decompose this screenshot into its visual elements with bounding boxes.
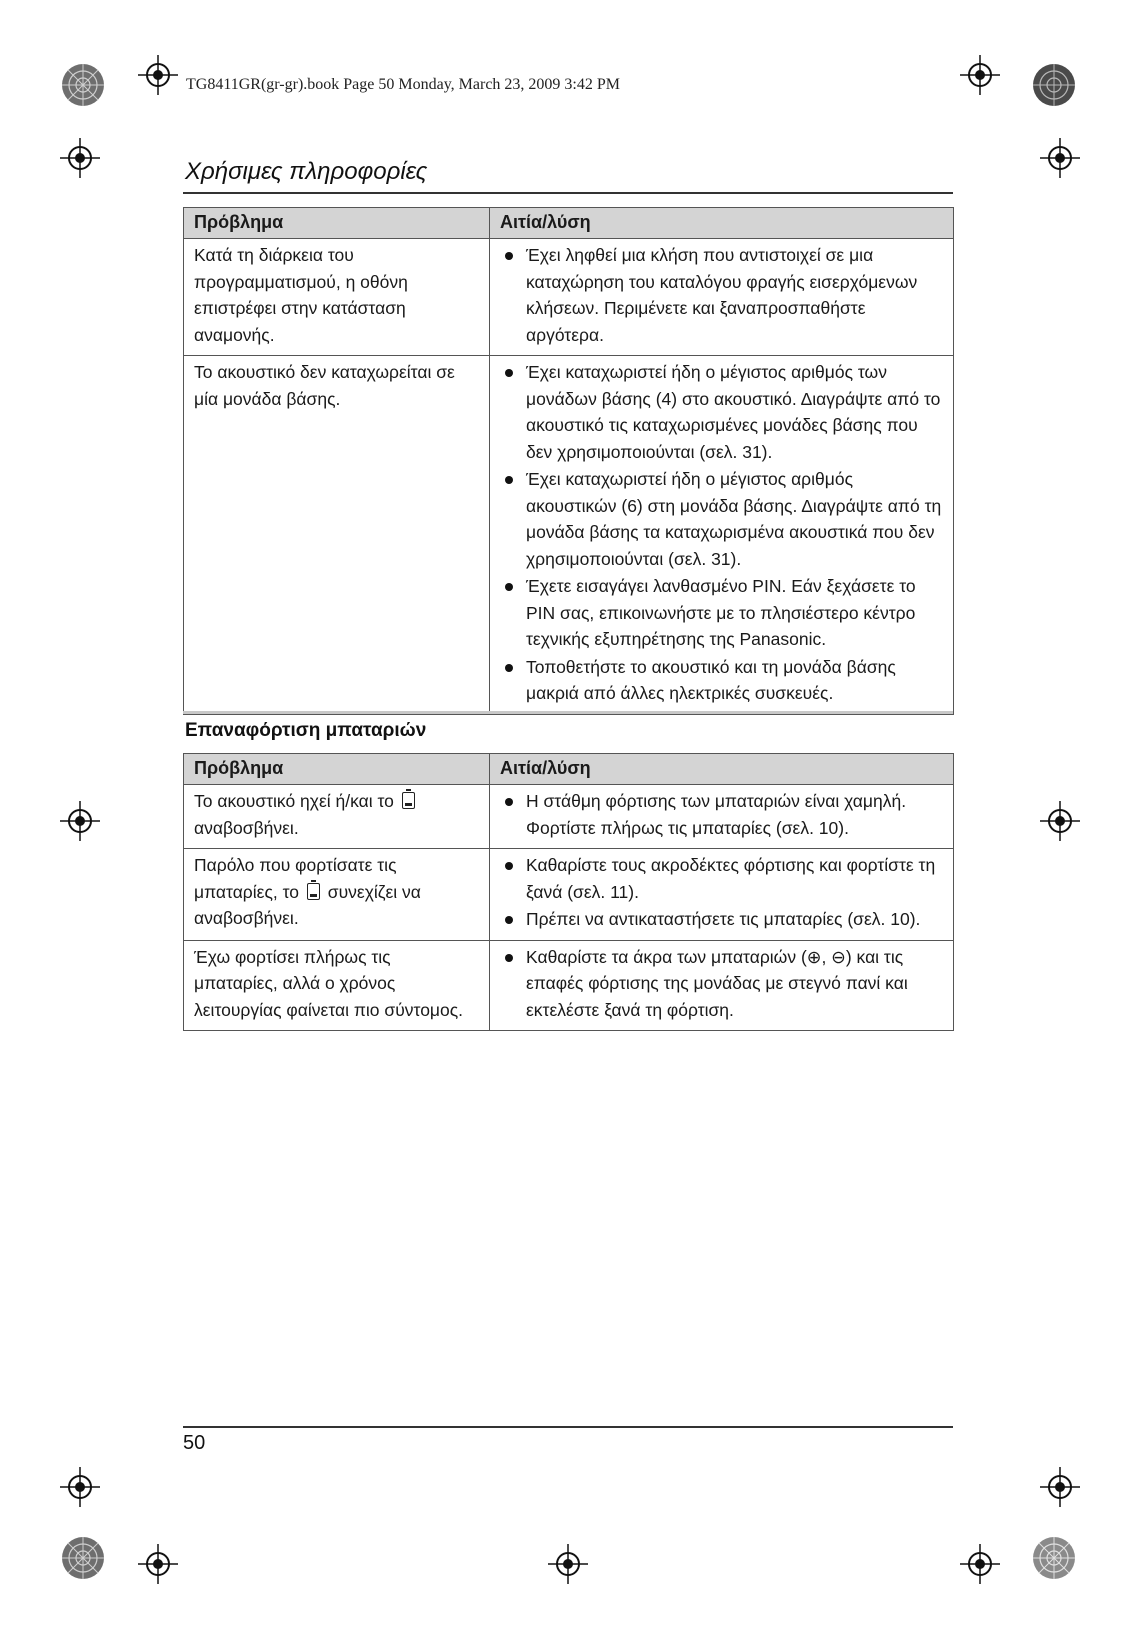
list-item: Καθαρίστε τα άκρα των μπαταριών (⊕, ⊖) και τις επαφές φόρτισης της μονάδας με στεγνό πανί και εκτελέστε ξανά τη φόρτιση. <box>500 944 943 1024</box>
registration-mark-icon <box>960 1544 1000 1584</box>
table-row <box>184 785 954 849</box>
registration-mark-icon <box>138 55 178 95</box>
page-number: 50 <box>183 1432 206 1454</box>
bullet-icon <box>505 664 513 672</box>
bullet-icon <box>505 916 513 924</box>
list-item: Πρέπει να αντικαταστήσετε τις μπαταρίες (σελ. 10). <box>500 906 943 933</box>
list-item: Τοποθετήστε το ακουστικό και τη μονάδα βάσης μακριά από άλλες ηλεκτρικές συσκευές. <box>500 654 943 707</box>
table-row <box>184 239 954 356</box>
list-item: Έχετε εισαγάγει λανθασμένο PIN. Εάν ξεχάσετε το PIN σας, επικοινωνήστε με το πλησιέστερο κέντρο τεχνικής εξυπηρέτησης της Panasonic. <box>500 573 943 653</box>
table-row <box>184 849 954 941</box>
title-divider <box>183 192 953 194</box>
battery-icon <box>307 883 320 900</box>
registration-mark-icon <box>548 1544 588 1584</box>
registration-mark-icon <box>1040 801 1080 841</box>
starburst-icon <box>1032 63 1076 107</box>
list-item: Έχει καταχωριστεί ήδη ο μέγιστος αριθμός ακουστικών (6) στη μονάδα βάσης. Διαγράψτε από τη μονάδα βάσης τα καταχωρισμένα ακουστικά που δεν χρησιμοποιούνται (σελ. 31). <box>500 466 943 572</box>
section-title: Χρήσιμες πληροφορίες <box>185 158 428 185</box>
column-header-problem: Πρόβλημα <box>184 208 490 239</box>
registration-mark-icon <box>60 1467 100 1507</box>
cause-cell <box>490 940 954 1031</box>
battery-troubleshooting-table <box>183 753 954 1031</box>
problem-cell: Κατά τη διάρκεια του προγραμματισμού, η οθόνη επιστρέφει στην κατάσταση αναμονής. <box>184 239 490 356</box>
starburst-icon <box>61 1536 105 1580</box>
list-item: Έχει καταχωριστεί ήδη ο μέγιστος αριθμός των μονάδων βάσης (4) στο ακουστικό. Διαγράψτε από το ακουστικό τις καταχωρισμένες μονάδες βάσης που δεν χρησιμοποιούνται (σελ. 31). <box>500 359 943 465</box>
column-header-cause: Αιτία/λύση <box>490 754 954 785</box>
table-row <box>184 940 954 1031</box>
bullet-icon <box>505 798 513 806</box>
list-item: Καθαρίστε τους ακροδέκτες φόρτισης και φορτίστε τη ξανά (σελ. 11). <box>500 852 943 905</box>
starburst-icon <box>61 63 105 107</box>
cause-cell <box>490 849 954 941</box>
bullet-icon <box>505 476 513 484</box>
cause-cell <box>490 785 954 849</box>
bullet-icon <box>505 862 513 870</box>
print-header: TG8411GR(gr-gr).book Page 50 Monday, March 23, 2009 3:42 PM <box>186 76 620 93</box>
footer-divider <box>183 1426 953 1428</box>
registration-mark-icon <box>1040 138 1080 178</box>
list-item: Η στάθμη φόρτισης των μπαταριών είναι χαμηλή. Φορτίστε πλήρως τις μπαταρίες (σελ. 10). <box>500 788 943 841</box>
cause-cell <box>490 356 954 715</box>
subsection-title: Επαναφόρτιση μπαταριών <box>185 720 427 741</box>
list-item: Έχει ληφθεί μια κλήση που αντιστοιχεί σε μια καταχώρηση του καταλόγου φραγής εισερχόμενων κλήσεων. Περιμένετε και ξαναπροσπαθήστε αργότερα. <box>500 242 943 348</box>
cause-cell <box>490 239 954 356</box>
column-header-problem: Πρόβλημα <box>184 754 490 785</box>
registration-mark-icon <box>60 138 100 178</box>
problem-cell: Έχω φορτίσει πλήρως τις μπαταρίες, αλλά ο χρόνος λειτουργίας φαίνεται πιο σύντομος. <box>184 940 490 1031</box>
table-header-row <box>184 208 954 239</box>
starburst-icon <box>1032 1536 1076 1580</box>
registration-mark-icon <box>60 801 100 841</box>
subsection-divider <box>183 711 953 714</box>
problem-cell: Παρόλο που φορτίσατε τις μπαταρίες, το συνεχίζει να αναβοσβήνει. <box>184 849 490 941</box>
battery-icon <box>402 792 415 809</box>
table-row <box>184 356 954 715</box>
troubleshooting-table <box>183 207 954 715</box>
registration-mark-icon <box>960 55 1000 95</box>
problem-cell: Το ακουστικό δεν καταχωρείται σε μία μονάδα βάσης. <box>184 356 490 715</box>
registration-mark-icon <box>138 1544 178 1584</box>
problem-cell: Το ακουστικό ηχεί ή/και το αναβοσβήνει. <box>184 785 490 849</box>
column-header-cause: Αιτία/λύση <box>490 208 954 239</box>
bullet-icon <box>505 583 513 591</box>
table-header-row <box>184 754 954 785</box>
bullet-icon <box>505 252 513 260</box>
bullet-icon <box>505 954 513 962</box>
bullet-icon <box>505 369 513 377</box>
registration-mark-icon <box>1040 1467 1080 1507</box>
